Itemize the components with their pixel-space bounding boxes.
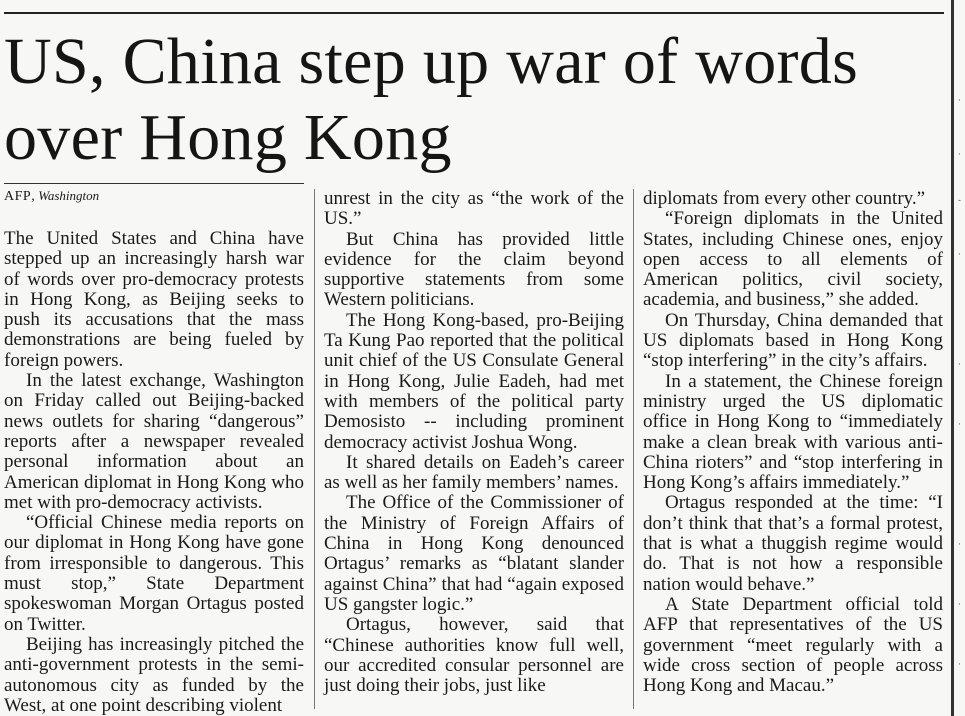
paragraph: The United States and China have stepped up an increasingly harsh war of words over pro-democracy protests in Hong Kong, as Beijing seeks to push its accusations that the mass demonstrations are being fueled by foreign powers. <box>4 228 304 371</box>
right-border-rule <box>951 0 954 716</box>
headline: US, China step up war of words over Hong Kong <box>4 25 859 174</box>
byline-rule <box>4 183 304 184</box>
paragraph: unrest in the city as “the work of the US.” <box>324 188 624 230</box>
paragraph: In a statement, the Chinese foreign ministry urged the US diplomatic office in Hong Kong to “immediately make a clean break with various anti-China rioters” and “stop interfering in Hong Kong’s affairs immediately.” <box>643 370 943 494</box>
top-rule <box>4 12 944 14</box>
byline-agency: AFP <box>4 189 32 204</box>
paragraph: The Office of the Commissioner of the Ministry of Foreign Affairs of China in Hong Kong denounced Ortagus’ remarks as “blatant slander against China” that had “again exposed US gangster logic.” <box>324 492 624 615</box>
paragraph: diplomats from every other country.” <box>643 188 926 209</box>
paragraph: Ortagus, however, said that “Chinese authorities know full well, our accredited consular personnel are just doing their jobs, just like <box>324 614 624 697</box>
adjacent-column-edge: · · - · · · · · · <box>958 96 962 670</box>
paragraph: It shared details on Eadeh’s career as well as her family members’ names. <box>324 451 624 494</box>
paragraph: Beijing has increasingly pitched the anti-government protests in the semi-autonomous city as funded by the West, at one point describing violent <box>4 633 304 716</box>
article-column-3 <box>643 189 943 696</box>
byline-location: Washington <box>38 188 100 203</box>
paragraph: Ortagus responded at the time: “I don’t think that that’s a formal protest, that is what a thuggish regime would do. That is not how a responsible nation would behave.” <box>643 492 943 595</box>
paragraph: “Foreign diplomats in the United States, including Chinese ones, enjoy open access to all elements of American politics, civil society, academia, and business,” she added. <box>643 208 943 311</box>
column-divider <box>314 189 315 709</box>
article-column-2 <box>324 189 624 696</box>
paragraph: In the latest exchange, Washington on Friday called out Beijing-backed news outlets for sharing “dangerous” reports after a newspaper revealed personal information about an American diplomat in Hong Kong who met with pro-democracy activists. <box>4 370 304 513</box>
column-divider <box>633 189 634 709</box>
article-column-1 <box>4 186 304 716</box>
paragraph: A State Department official told AFP that representatives of the US government “meet regularly with a wide cross section of people across Hong Kong and Macau.” <box>643 593 943 697</box>
paragraph: On Thursday, China demanded that US diplomats based in Hong Kong “stop interfering” in the city’s affairs. <box>643 309 943 372</box>
paragraph: The Hong Kong-based, pro-Beijing Ta Kung Pao reported that the political unit chief of the US Consulate General in Hong Kong, Julie Eadeh, had met with members of the political party Demosisto -- including prominent democracy activist Joshua Wong. <box>324 309 624 453</box>
byline: AFP, Washington <box>4 188 100 204</box>
paragraph: But China has provided little evidence for the claim beyond supportive statements from some Western politicians. <box>324 228 624 311</box>
paragraph: “Official Chinese media reports on our diplomat in Hong Kong have gone from irresponsible to dangerous. This must stop,” State Department spokeswoman Morgan Ortagus posted on Twitter. <box>4 512 304 635</box>
